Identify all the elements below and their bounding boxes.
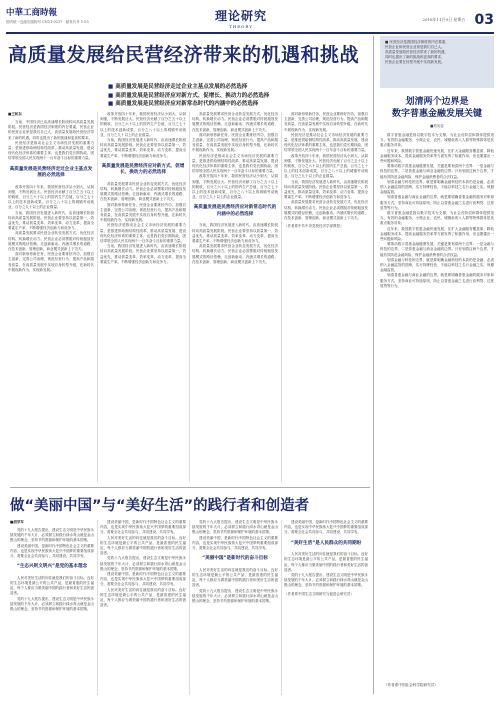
article2-paragraph: 人民对美好生活的向往就是我们的奋斗目标。良好的生态环境是最公平的公共产品，是最普惠的民生福祉，每个人都应当做美丽中国的践行者和美好生活的创造者。 xyxy=(100,587,186,608)
sidebar-paragraph: 要推动数字普惠金融健康发展，关键是要划清两个边界：一是金融与科技的边界，二是普惠金融与商业金融的边界。只有划清这两个边界，才能有效防范金融风险，保护金融消费者的合法权益。 xyxy=(380,242,494,257)
article1-section-title: 高质量发展是民营经济应对新常态时代的内涵中的必然选择 xyxy=(193,205,277,217)
article1-paragraph: 改革开放四十年来，我国民营经济从小到大、从弱到强，不断发展壮大。民营经济贡献了百分之五十以上的税收，百分之六十以上的国内生产总值，百分之七十以上的技术创新成果，百分之八十以上的城镇劳动就业，百分之九十以上的企业数量。 xyxy=(192,174,278,200)
sidebar-headline xyxy=(380,96,494,120)
section-title: 理论研究 xyxy=(214,9,267,23)
article1-paragraph: 民营经济是推动社会主义市场经济发展的重要力量，是推进供给侧结构性改革、推动高质量发展、建设现代化经济体系的重要主体，也是我们党长期执政、团结带领全国人民实现两个一百年奋斗目标的重要力量。 xyxy=(192,153,278,174)
sidebar-body xyxy=(380,133,494,653)
article1-paragraph: 高质量发展要求民营企业转变发展方式、优化经济结构、转换增长动力。民营企业必须摆脱对传统粗放发展模式的路径依赖，走创新驱动、内涵式增长的道路，在技术创新、管理创新、商业模式创新上下功夫。 xyxy=(100,181,186,202)
sidebar-paragraph: 划清普惠金融与商业金融的边界，就是要明确普惠金融的服务对象和服务方式，坚持商业可持续原则，防止以普惠金融之名进行高利贷、过度放贷等行为。 xyxy=(380,195,494,210)
sidebar-quote-box xyxy=(380,36,494,88)
sidebar-byline: ■易宪容 xyxy=(430,124,444,128)
article2-paragraph: 党的十九大报告提出，建设生态文明是中华民族永续发展的千年大计，必须树立和践行绿水青山就是金山银山的理念，坚持节约资源和保护环境的基本国策。 xyxy=(192,588,278,603)
sidebar-paragraph: 近年来，我国数字普惠金融快速发展，在扩大金融服务覆盖面、降低金融服务成本、提高金融服务效率等方面发挥了积极作用，但也暴露出一些问题和风险。 xyxy=(380,226,494,242)
article1-column-2 xyxy=(100,112,186,482)
masthead-left xyxy=(6,6,146,25)
sidebar-paragraph: 划清普惠金融与商业金融的边界，就是要明确普惠金融的服务对象和服务方式，坚持商业可持续原则，防止以普惠金融之名进行高利贷、过度放贷等行为。 xyxy=(380,273,494,288)
article2-column-2 xyxy=(100,520,186,695)
column-rule xyxy=(189,520,190,695)
article1-paragraph: 改革开放四十年来，我国民营经济从小到大、从弱到强，不断发展壮大。民营经济贡献了百分之五十以上的税收，百分之六十以上的国内生产总值，百分之七十以上的技术创新成果，百分之八十以上的城镇劳动就业，百分之九十以上的企业数量。 xyxy=(284,153,368,179)
article2-paragraph: 党的十九大报告提出，建设生态文明是中华民族永续发展的千年大计，必须树立和践行绿水青山就是金山银山的理念，坚持节约资源和保护环境的基本国策。 xyxy=(192,520,278,535)
issue-date: 2018年11月9日 星期五 xyxy=(422,16,466,22)
sidebar-article xyxy=(373,36,494,694)
article2-paragraph: 人民对美好生活的向往就是我们的奋斗目标。良好的生态环境是最公平的公共产品，是最普惠的民生福祉，每个人都应当做美丽中国的践行者和美好生活的创造者。 xyxy=(100,535,186,556)
article2-paragraph: 党的十九大报告提出，建设生态文明是中华民族永续发展的千年大计，必须树立和践行绿水青山就是金山银山的理念，坚持节约资源和保护环境的基本国策。 xyxy=(10,528,94,543)
sidebar-paragraph: 划清金融与科技的边界，就是要明确金融科技的本质仍是金融，必须纳入金融监管的范畴，实行持牌经营，不能以科技之名行金融之实，规避金融监管。 xyxy=(380,257,494,273)
sidebar-headline-line-2: 数字普惠金融发展关键 xyxy=(391,109,482,119)
article1-intro: 当前，中国经济已由高速增长阶段转向高质量发展阶段。民营经济是我国经济制度的内在要素，民营企业和民营企业家是我们自己人，高质量发展给民营经济带来了新的机遇，同时也提出了新的挑战和更高的要求。 xyxy=(8,120,94,140)
article1-paragraph: 当前，我国经济发展进入新时代，由高速增长阶段转向高质量发展阶段。民营企业要坚持以质量第一、效益优先，推动质量变革、效率变革、动力变革，提高全要素生产率，不断增强经济创新力和竞争力。 xyxy=(8,210,94,231)
sidebar-paragraph: 划清金融与科技的边界，就是要明确金融科技的本质仍是金融，必须纳入金融监管的范畴，实行持牌经营，不能以科技之名行金融之实，规避金融监管。 xyxy=(380,179,494,195)
section-subtitle: THEORY xyxy=(229,24,253,29)
article1-subhead: ■ 高质量发展是民营经济走过企业主基点发展的必然选择 xyxy=(108,84,248,90)
masthead xyxy=(6,6,494,34)
article2-paragraph: 人民对美好生活的向往就是我们的奋斗目标。良好的生态环境是最公平的公共产品，是最普惠的民生福祉，每个人都应当做美丽中国的践行者和美好生活的创造者。 xyxy=(192,567,278,588)
page-number: 03 xyxy=(474,11,494,28)
sidebar-paragraph: 近年来，我国数字普惠金融快速发展，在扩大金融服务覆盖面、降低金融服务成本、提高金融服务效率等方面发挥了积极作用，但也暴露出一些问题和风险。 xyxy=(380,148,494,164)
article1-paragraph: 面对新形势新任务，民营企业要练好内功，加强自主创新，完善公司治理，规范经营行为，提高产品和服务质量，在高质量发展中实现自身转型升级，在新时代中展现新作为、实现新发展。 xyxy=(192,132,278,153)
article1-subhead: ■ 高质量发展是民营经济应对新方式、促增长、换动力的必然选择 xyxy=(108,92,270,99)
article2-headline: 做“美丽中国”与“美好生活”的践行者和创造者 xyxy=(10,487,370,513)
sidebar-paragraph: 数字普惠金融是指以数字技术为支撑，为社会各阶层和群体提供适当、有效的金融服务，小微企业、农民、城镇低收入人群等特殊群体是其重点服务对象。 xyxy=(380,211,494,226)
article1-paragraph: 改革开放四十年来，我国民营经济从小到大、从弱到强，不断发展壮大。民营经济贡献了百分之五十以上的税收，百分之六十以上的国内生产总值，百分之七十以上的技术创新成果，百分之八十以上的城镇劳动就业，百分之九十以上的企业数量。 xyxy=(8,184,94,210)
article2-paragraph: 建设美丽中国，是新时代中国特色社会主义的重要内容，也是实现中华民族伟大复兴中国梦的重要组成部分，需要全社会共同参与、共同建设、共同享有。 xyxy=(100,572,186,587)
article2-paragraph: 人民对美好生活的向往就是我们的奋斗目标。良好的生态环境是最公平的公共产品，是最普惠的民生福祉，每个人都应当做美丽中国的践行者和美好生活的创造者。 xyxy=(10,575,94,596)
quote-line: 同时也提出了新的挑战和更高的要求， xyxy=(385,55,445,59)
column-rule xyxy=(97,520,98,695)
article2-paragraph: 党的十九大报告提出，建设生态文明是中华民族永续发展的千年大计，必须树立和践行绿水青山就是金山银山的理念，坚持节约资源和保护环境的基本国策。 xyxy=(284,572,368,588)
quote-line: ■ 民营经济是我国经济制度的内在要素， xyxy=(385,40,449,44)
article1-paragraph: 当前，我国经济发展进入新时代，由高速增长阶段转向高质量发展阶段。民营企业要坚持以质量第一、效益优先，推动质量变革、效率变革、动力变革，提高全要素生产率，不断增强经济创新力和竞争力。 xyxy=(100,244,186,264)
article1-paragraph: 民营经济是推动社会主义市场经济发展的重要力量，是推进供给侧结构性改革、推动高质量发展、建设现代化经济体系的重要主体，也是我们党长期执政、团结带领全国人民实现两个一百年奋斗目标的重要力量。 xyxy=(284,132,368,153)
article2-column-4 xyxy=(284,520,368,695)
sidebar-author-note: （作者系中国社会科学院研究员） xyxy=(384,683,438,687)
article2-paragraph: 建设美丽中国，是新时代中国特色社会主义的重要内容，也是实现中华民族伟大复兴中国梦的重要组成部分，需要全社会共同参与、共同建设、共同享有。 xyxy=(10,543,94,559)
column-rule xyxy=(281,520,282,695)
bullet-square-icon: ■ xyxy=(108,92,114,99)
article1-paragraph: 高质量发展要求民营企业转变发展方式、优化经济结构、转换增长动力。民营企业必须摆脱对传统粗放发展模式的路径依赖，走创新驱动、内涵式增长的道路，在技术创新、管理创新、商业模式创新上下功夫。 xyxy=(192,244,278,264)
sidebar-paragraph: 要推动数字普惠金融健康发展，关键是要划清两个边界：一是金融与科技的边界，二是普惠金融与商业金融的边界。只有划清这两个边界，才能有效防范金融风险，保护金融消费者的合法权益。 xyxy=(380,164,494,179)
article1-paragraph: 高质量发展要求民营企业转变发展方式、优化经济结构、转换增长动力。民营企业必须摆脱对传统粗放发展模式的路径依赖，走创新驱动、内涵式增长的道路，在技术创新、管理创新、商业模式创新上下功夫。 xyxy=(8,231,94,252)
article1-paragraph: 当前，我国经济发展进入新时代，由高速增长阶段转向高质量发展阶段。民营企业要坚持以质量第一、效益优先，推动质量变革、效率变革、动力变革，提高全要素生产率，不断增强经济创新力和竞争力。 xyxy=(192,223,278,244)
article1-section-title: 高质量发展是民营经济走过企业主基点发展的必然选择 xyxy=(9,166,93,179)
newspaper-logo: 中華工商時報 xyxy=(6,8,58,18)
article2-section-title: “美丽中国”是新时代的奋斗目标 xyxy=(202,556,268,562)
column-rule xyxy=(189,112,190,482)
article1-subheads xyxy=(108,83,368,109)
quote-line: 民营企业和民营企业家是我们自己人。 xyxy=(385,45,445,49)
article1-byline: ■王和东 xyxy=(8,112,22,116)
article2-section-title: “美好生活”是人民群众的共同期盼 xyxy=(290,540,362,546)
article1-paragraph: 当前，我国经济发展进入新时代，由高速增长阶段转向高质量发展阶段。民营企业要坚持以质量第一、效益优先，推动质量变革、效率变革、动力变革，提高全要素生产率，不断增强经济创新力和竞争力。 xyxy=(284,179,368,200)
article2-paragraph: 建设美丽中国，是新时代中国特色社会主义的重要内容，也是实现中华民族伟大复兴中国梦的重要组成部分，需要全社会共同参与、共同建设、共同享有。 xyxy=(100,520,186,535)
article1-paragraph: 当前，我国经济发展进入新时代，由高速增长阶段转向高质量发展阶段。民营企业要坚持以质量第一、效益优先，推动质量变革、效率变革、动力变革，提高全要素生产率，不断增强经济创新力和竞争力。 xyxy=(100,138,186,158)
column-rule xyxy=(97,112,98,482)
bullet-square-icon: ■ xyxy=(108,101,114,107)
article2-paragraph: 党的十九大报告提出，建设生态文明是中华民族永续发展的千年大计，必须树立和践行绿水青山就是金山银山的理念，坚持节约资源和保护环境的基本国策。 xyxy=(100,556,186,571)
article1-paragraph: 面对新形势新任务，民营企业要练好内功，加强自主创新，完善公司治理，规范经营行为，提高产品和服务质量，在高质量发展中实现自身转型升级，在新时代中展现新作为、实现新发展。 xyxy=(284,112,368,132)
article1-column-3 xyxy=(192,112,278,482)
article1-paragraph: 民营经济是推动社会主义市场经济发展的重要力量，是推进供给侧结构性改革、推动高质量发展、建设现代化经济体系的重要主体，也是我们党长期执政、团结带领全国人民实现两个一百年奋斗目标的重要力量。 xyxy=(8,140,94,161)
article2-byline: ■胡学军 xyxy=(10,520,24,524)
article2-paragraph: 建设美丽中国，是新时代中国特色社会主义的重要内容，也是实现中华民族伟大复兴中国梦的重要组成部分，需要全社会共同参与、共同建设、共同享有。 xyxy=(284,520,368,535)
quote-line: 民营企业要在转型升级中实现新发展。 xyxy=(385,60,445,64)
article1-headline: 高质量发展给民营经济带来的机遇和挑战 xyxy=(8,44,360,66)
article2-paragraph: 党的十九大报告提出，建设生态文明是中华民族永续发展的千年大计，必须树立和践行绿水青山就是金山银山的理念，坚持节约资源和保护环境的基本国策。 xyxy=(10,596,94,611)
article1-paragraph: 面对新形势新任务，民营企业要练好内功，加强自主创新，完善公司治理，规范经营行为，提高产品和服务质量，在高质量发展中实现自身转型升级，在新时代中展现新作为、实现新发展。 xyxy=(8,252,94,272)
sidebar-paragraph: 数字普惠金融是指以数字技术为支撑，为社会各阶层和群体提供适当、有效的金融服务，小微企业、农民、城镇低收入人群等特殊群体是其重点服务对象。 xyxy=(380,133,494,148)
masthead-publication-info: 国内统一连续出版物号 CN11-0217 · 邮发代号 1-55 xyxy=(6,20,89,24)
article1-column-1 xyxy=(8,112,94,482)
sidebar-headline-line-1: 划清两个边界是 xyxy=(405,97,469,107)
article1-subhead: ■ 高质量发展是民营经济应对新常态时代的内涵中的必然选择 xyxy=(108,101,259,107)
masthead-right xyxy=(394,9,494,28)
quote-line: 高质量发展给民营经济带来了新的机遇， xyxy=(385,50,448,54)
section-header xyxy=(196,7,286,29)
article1-paragraph: 面对新形势新任务，民营企业要练好内功，加强自主创新，完善公司治理，规范经营行为，提高产品和服务质量，在高质量发展中实现自身转型升级，在新时代中展现新作为、实现新发展。 xyxy=(100,202,186,223)
article2-paragraph: 建设美丽中国，是新时代中国特色社会主义的重要内容，也是实现中华民族伟大复兴中国梦的重要组成部分，需要全社会共同参与、共同建设、共同享有。 xyxy=(192,535,278,551)
article1-author-note: （作者系中共中央党校经济学部教授） xyxy=(284,224,344,229)
article1-paragraph: 改革开放四十年来，我国民营经济从小到大、从弱到强，不断发展壮大。民营经济贡献了百分之五十以上的税收，百分之六十以上的国内生产总值，百分之七十以上的技术创新成果，百分之八十以上的城镇劳动就业，百分之九十以上的企业数量。 xyxy=(100,112,186,137)
article2-paragraph: 人民对美好生活的向往就是我们的奋斗目标。良好的生态环境是最公平的公共产品，是最普惠的民生福祉，每个人都应当做美丽中国的践行者和美好生活的创造者。 xyxy=(284,552,368,572)
article1-paragraph: 高质量发展要求民营企业转变发展方式、优化经济结构、转换增长动力。民营企业必须摆脱对传统粗放发展模式的路径依赖，走创新驱动、内涵式增长的道路，在技术创新、管理创新、商业模式创新上下功夫。 xyxy=(284,200,368,221)
column-rule xyxy=(281,112,282,482)
article1-section-title: 高质量发展是民营经济应对新方式、促增长、换动力的必然选择 xyxy=(101,163,185,176)
article1-paragraph: 高质量发展要求民营企业转变发展方式、优化经济结构、转换增长动力。民营企业必须摆脱对传统粗放发展模式的路径依赖，走创新驱动、内涵式增长的道路，在技术创新、管理创新、商业模式创新上下功夫。 xyxy=(192,112,278,132)
article1-paragraph: 民营经济是推动社会主义市场经济发展的重要力量，是推进供给侧结构性改革、推动高质量发展、建设现代化经济体系的重要主体，也是我们党长期执政、团结带领全国人民实现两个一百年奋斗目标的重要力量。 xyxy=(100,223,186,244)
article2-column-3 xyxy=(192,520,278,695)
article2-author-note: （作者系中国生态文明研究与促进会研究员） xyxy=(284,591,354,596)
article2-section-title: “生态兴则文明兴”是党的基本理念 xyxy=(16,564,88,570)
bullet-square-icon: ■ xyxy=(108,84,114,90)
article2-column-1 xyxy=(10,520,94,695)
article1-column-4 xyxy=(284,112,368,482)
